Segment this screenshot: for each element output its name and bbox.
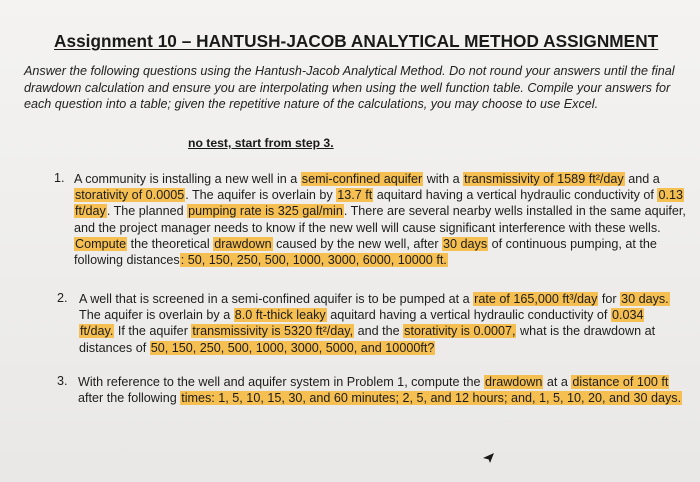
highlighted-text: Compute [75,236,127,251]
question-text-segment: A community is installing a new well in a [74,172,301,186]
question-text-segment: . The planned [106,204,188,219]
highlighted-text: transmissivity of 1589 ft²/day [464,172,624,186]
question-text-segment: aquitard having a vertical hydraulic conductivity of [373,188,658,203]
highlighted-text: 13.7 ft [337,188,373,203]
question-2-text [79,291,674,356]
question-text-segment: A well that is screened in a semi-confined aquifer is to be pumped at a [79,292,474,306]
assignment-title: Assignment 10 – HANTUSH-JACOB ANALYTICAL METHOD ASSIGNMENT [54,31,659,51]
question-text-segment: after the following [78,391,181,406]
highlighted-text: times: 1, 5, 10, 15, 30, and 60 minutes; 2, 5, and 12 hours; and, 1, 5, 10, 20, and 30 days. [181,391,682,406]
highlighted-text: rate of 165,000 ft³/day [474,292,598,306]
question-text-segment: . There are several nearby wells installed in the same aquifer, and the project manager needs to know if the new well will cause significant interference with these wells. [74,204,686,235]
highlighted-text: pumping rate is 325 gal/min [188,204,343,219]
question-text-segment: the theoretical [127,236,214,251]
question-text-segment: If the aquifer [114,324,192,339]
question-text-segment: caused by the new well, after [272,236,443,251]
question-text-segment: for [598,292,621,306]
question-1-text [74,171,686,268]
instructions-paragraph: Answer the following questions using the Hantush-Jacob Analytical Method. Do not round your answers until the final drawdown calculation and ensure you are interpolating when using the well function table. Compile your answers for each question into a table; given the repetitive nature of the calculations, you may choose to use Excel. [24,64,675,112]
highlighted-text: semi-confined aquifer [301,172,423,186]
mouse-pointer-icon [481,451,497,465]
question-3-text [78,374,683,406]
question-text-segment: what is the drawdown at distances of [79,324,656,355]
question-number: 2. [57,291,68,305]
highlighted-text: 0.13 ft/day [75,188,683,219]
highlighted-text: : 50, 150, 250, 500, 1000, 3000, 6000, 10000 ft. [180,253,447,268]
highlighted-text: transmissivity is 5320 ft²/day, [192,324,354,339]
question-number: 3. [57,374,68,388]
highlighted-text: distance of 100 ft [572,375,669,389]
highlighted-text: 50, 150, 250, 500, 1000, 3000, 5000, and 10000ft? [150,340,435,355]
question-text-segment: of continuous pumping, at the following distances [74,236,657,268]
question-number: 1. [54,171,65,185]
highlighted-text: 30 days [443,236,488,251]
highlighted-text: 30 days. [621,292,669,306]
question-text-segment: and a [624,172,660,186]
question-text-segment: The aquifer is overlain by a [79,308,234,323]
highlighted-text: 8.0 ft-thick leaky [234,308,326,323]
highlighted-text: storativity of 0.0005 [75,188,185,203]
highlighted-text: storativity is 0.0007, [404,324,516,339]
question-text-segment: With reference to the well and aquifer system in Problem 1, compute the [78,375,484,389]
question-text-segment: aquitard having a vertical hydraulic conductivity of [326,308,611,323]
question-text-segment: at a [543,375,572,389]
question-text-segment: and the [354,324,404,339]
highlighted-text: drawdown [485,375,543,389]
step-note: no test, start from step 3. [188,136,334,150]
question-text-segment: . The aquifer is overlain by [185,188,337,203]
highlighted-text: drawdown [214,236,272,251]
highlighted-text: 0.034 ft/day. [80,308,644,339]
question-text-segment: with a [423,172,464,186]
